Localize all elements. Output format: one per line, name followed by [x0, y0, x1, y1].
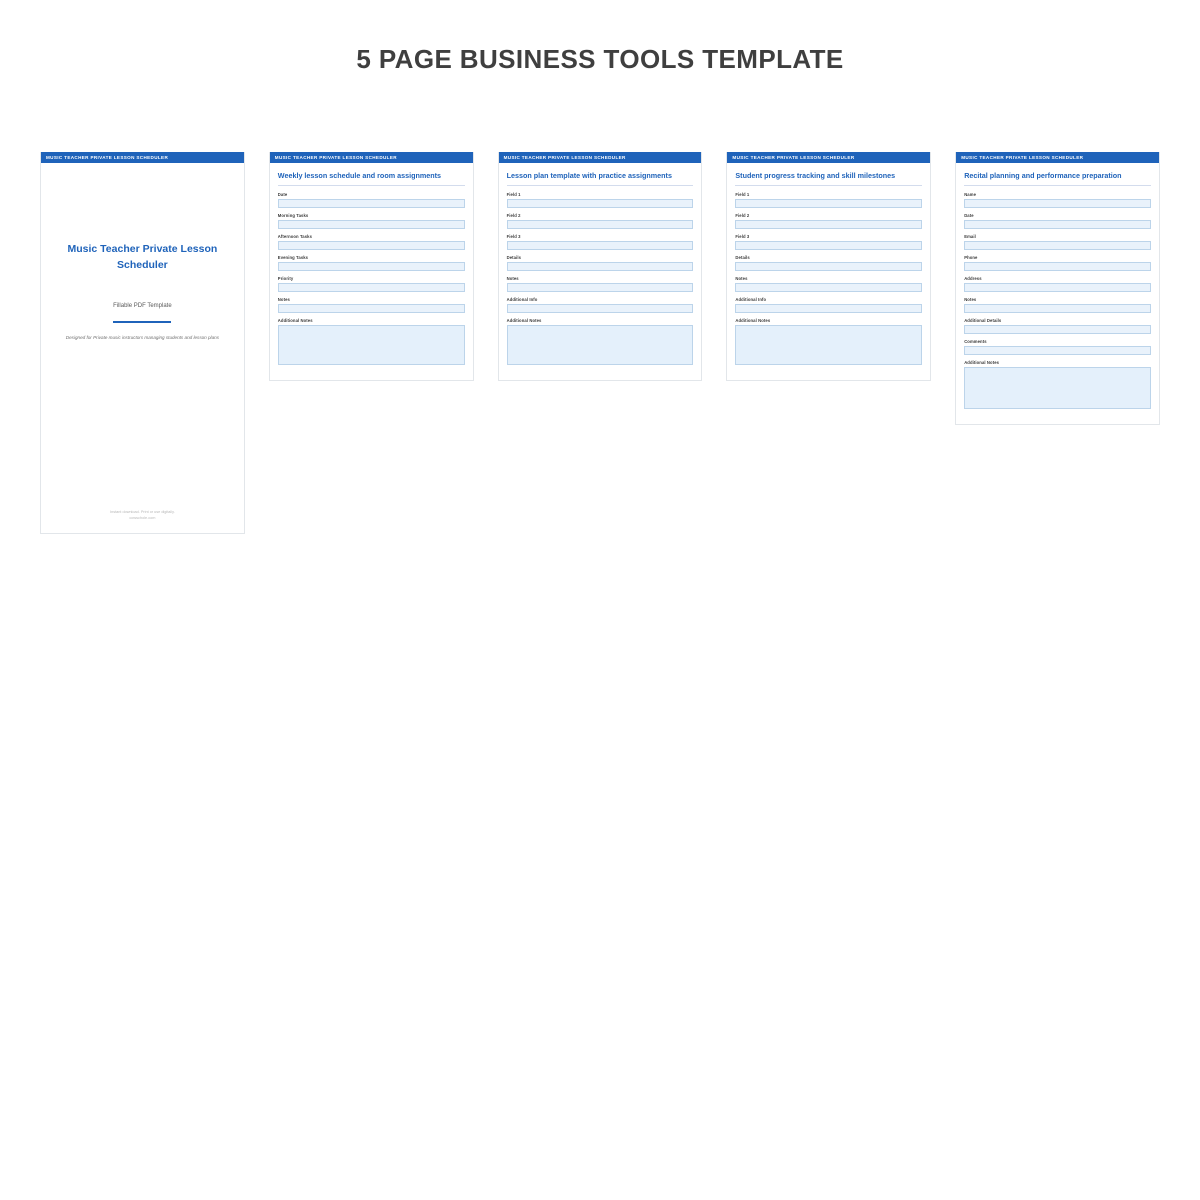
- form-field: [964, 318, 1151, 334]
- form-field: [278, 276, 465, 292]
- field-3-input[interactable]: [735, 241, 922, 250]
- field-label: Field 3: [735, 234, 750, 239]
- cover-description: Designed for Private music instructors managing students and lesson plans: [65, 335, 219, 340]
- field-label: Comments: [964, 339, 987, 344]
- field-1-input[interactable]: [507, 199, 694, 208]
- field-label: Notes: [506, 276, 519, 281]
- form-field: [507, 234, 694, 250]
- additional-notes-textarea[interactable]: [735, 325, 922, 365]
- form-field: [964, 255, 1151, 271]
- field-label: Field 2: [506, 213, 521, 218]
- form-field: [735, 192, 922, 208]
- field-label: Field 2: [735, 213, 750, 218]
- form-field: [964, 213, 1151, 229]
- sheet-body: [727, 163, 930, 380]
- morning-tasks-input[interactable]: [278, 220, 465, 229]
- field-label: Priority: [277, 276, 294, 281]
- form-field: [735, 213, 922, 229]
- field-label: Additional Notes: [735, 318, 771, 323]
- form-field: [278, 255, 465, 271]
- sheet-body: [956, 163, 1159, 424]
- field-label: Notes: [735, 276, 748, 281]
- form-field: [507, 192, 694, 208]
- field-label: Date: [277, 192, 288, 197]
- sheet-body: [270, 163, 473, 380]
- form-field: [278, 297, 465, 313]
- form-field: [507, 318, 694, 365]
- form-field: [964, 192, 1151, 208]
- sheet-banner: MUSIC TEACHER PRIVATE LESSON SCHEDULER: [956, 152, 1159, 163]
- form-title: Weekly lesson schedule and room assignments: [278, 171, 465, 186]
- details-input[interactable]: [507, 262, 694, 271]
- afternoon-tasks-input[interactable]: [278, 241, 465, 250]
- field-label: Name: [964, 192, 976, 197]
- sheet-banner: MUSIC TEACHER PRIVATE LESSON SCHEDULER: [727, 152, 930, 163]
- form-sheet-2[interactable]: [498, 152, 703, 381]
- name-input[interactable]: [964, 199, 1151, 208]
- sheet-banner: MUSIC TEACHER PRIVATE LESSON SCHEDULER: [270, 152, 473, 163]
- form-field: [278, 318, 465, 365]
- field-label: Additional Notes: [964, 360, 1000, 365]
- field-label: Evening Tasks: [277, 255, 309, 260]
- form-title: Student progress tracking and skill milestones: [735, 171, 922, 186]
- field-label: Email: [964, 234, 976, 239]
- field-label: Additional Details: [964, 318, 1002, 323]
- field-label: Afternoon Tasks: [277, 234, 313, 239]
- field-label: Details: [506, 255, 522, 260]
- additional-info-input[interactable]: [735, 304, 922, 313]
- field-label: Details: [735, 255, 750, 260]
- notes-input[interactable]: [735, 283, 922, 292]
- notes-input[interactable]: [964, 304, 1151, 313]
- cover-title: Music Teacher Private Lesson Scheduler: [67, 243, 218, 271]
- form-field: [278, 192, 465, 208]
- cover-footer: [49, 509, 236, 521]
- additional-notes-textarea[interactable]: [278, 325, 465, 365]
- phone-input[interactable]: [964, 262, 1151, 271]
- sheet-body: [499, 163, 702, 380]
- form-field: [964, 297, 1151, 313]
- date-input[interactable]: [278, 199, 465, 208]
- form-title: Lesson plan template with practice assignments: [507, 171, 694, 186]
- form-field: [964, 276, 1151, 292]
- cover-footer-line-1: Instant download. Print or use digitally.: [110, 510, 175, 514]
- field-label: Address: [964, 276, 982, 281]
- details-input[interactable]: [735, 262, 922, 271]
- form-field: [735, 276, 922, 292]
- additional-details-input[interactable]: [964, 325, 1151, 334]
- form-field: [507, 255, 694, 271]
- field-label: Additional Notes: [277, 318, 313, 323]
- address-input[interactable]: [964, 283, 1151, 292]
- additional-notes-textarea[interactable]: [507, 325, 694, 365]
- field-label: Field 1: [506, 192, 521, 197]
- sheet-gallery: [40, 152, 1160, 534]
- notes-input[interactable]: [278, 304, 465, 313]
- page-title: 5 PAGE BUSINESS TOOLS TEMPLATE: [356, 44, 844, 74]
- sheet-banner: MUSIC TEACHER PRIVATE LESSON SCHEDULER: [499, 152, 702, 163]
- cover-subtitle: Fillable PDF Template: [113, 303, 172, 309]
- cover-divider: [113, 321, 171, 323]
- form-field: [278, 234, 465, 250]
- form-field: [507, 276, 694, 292]
- form-field: [507, 297, 694, 313]
- field-label: Field 3: [506, 234, 521, 239]
- field-label: Notes: [964, 297, 977, 302]
- additional-notes-textarea[interactable]: [964, 367, 1151, 409]
- field-label: Additional Info: [506, 297, 538, 302]
- field-label: Date: [964, 213, 974, 218]
- email-input[interactable]: [964, 241, 1151, 250]
- field-1-input[interactable]: [735, 199, 922, 208]
- form-sheet-4[interactable]: [955, 152, 1160, 425]
- form-field: [507, 213, 694, 229]
- form-sheet-1[interactable]: [269, 152, 474, 381]
- form-title: Recital planning and performance preparation: [964, 171, 1151, 186]
- field-label: Morning Tasks: [277, 213, 309, 218]
- form-field: [735, 297, 922, 313]
- form-field: [735, 255, 922, 271]
- field-label: Additional Notes: [506, 318, 542, 323]
- field-2-input[interactable]: [507, 220, 694, 229]
- field-label: Field 1: [735, 192, 750, 197]
- form-field: [964, 234, 1151, 250]
- field-2-input[interactable]: [735, 220, 922, 229]
- field-3-input[interactable]: [507, 241, 694, 250]
- comments-input[interactable]: [964, 346, 1151, 355]
- field-label: Additional Info: [735, 297, 767, 302]
- cover-banner: MUSIC TEACHER PRIVATE LESSON SCHEDULER: [41, 152, 244, 163]
- cover-sheet[interactable]: [40, 152, 245, 534]
- date-input[interactable]: [964, 220, 1151, 229]
- cover-body: [41, 163, 244, 533]
- field-label: Phone: [964, 255, 978, 260]
- evening-tasks-input[interactable]: [278, 262, 465, 271]
- form-field: [735, 234, 922, 250]
- cover-footer-line-2: cowschole.com: [129, 516, 156, 520]
- form-sheet-3[interactable]: [726, 152, 931, 381]
- field-label: Notes: [277, 297, 290, 302]
- form-field: [964, 339, 1151, 355]
- additional-info-input[interactable]: [507, 304, 694, 313]
- notes-input[interactable]: [507, 283, 694, 292]
- priority-input[interactable]: [278, 283, 465, 292]
- form-field: [964, 360, 1151, 409]
- form-field: [735, 318, 922, 365]
- form-field: [278, 213, 465, 229]
